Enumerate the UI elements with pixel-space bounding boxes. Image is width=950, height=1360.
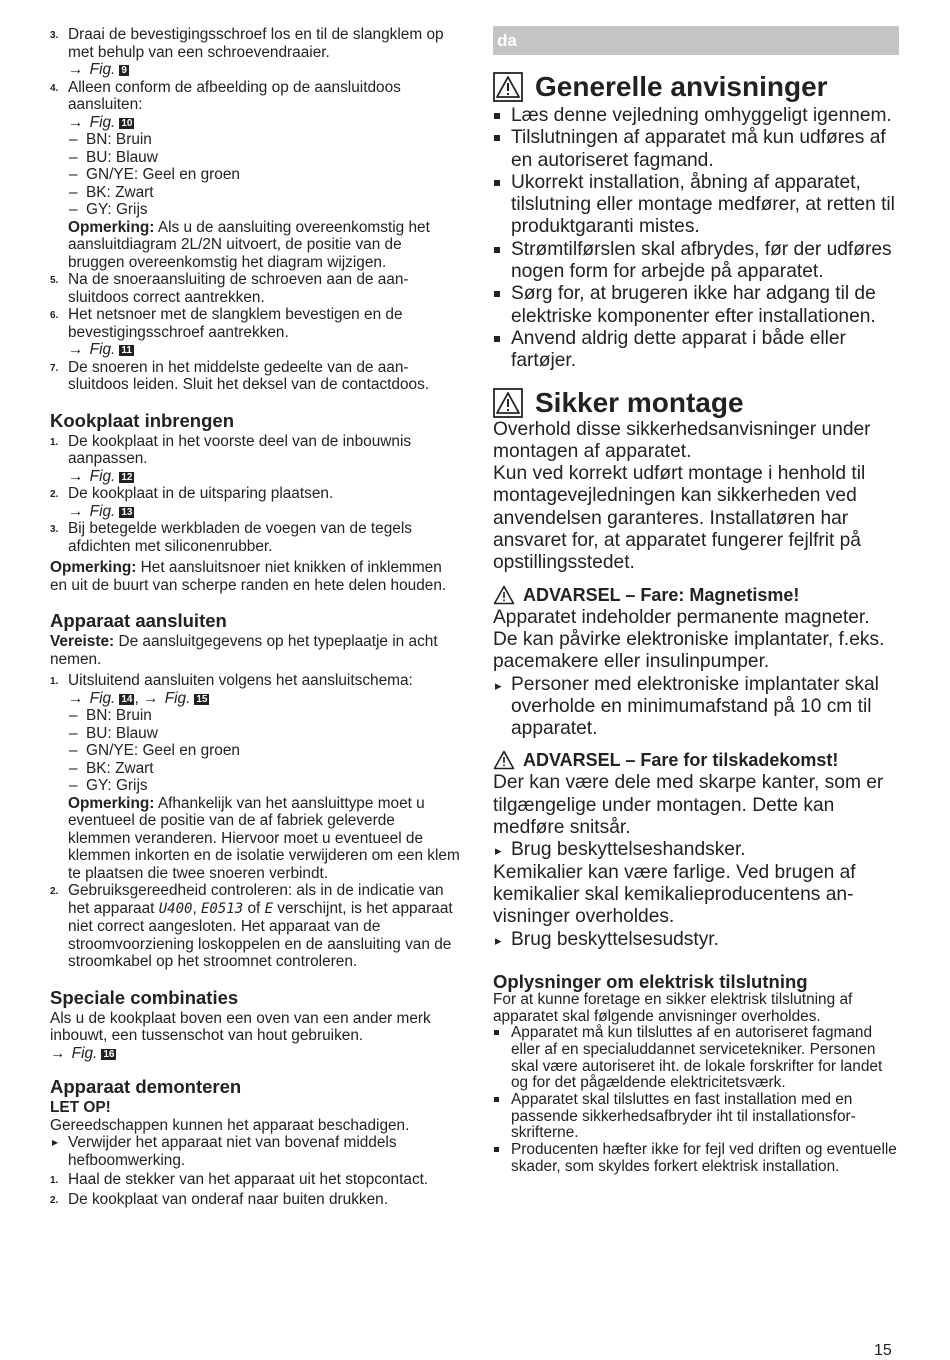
list-item: – BK: Zwart — [68, 184, 460, 202]
electrical-section — [493, 992, 899, 1176]
section-heading: Apparaat demonteren — [50, 1076, 242, 1097]
action-list — [50, 1134, 460, 1169]
figure-number-badge: 12 — [121, 471, 133, 483]
left-column — [50, 26, 460, 1208]
action-list — [493, 929, 899, 951]
section-heading: Kookplaat inbrengen — [50, 409, 234, 431]
figure-reference: → Fig. 10 — [68, 113, 133, 131]
step-item: 2. Gebruiksgereedheid controleren: als in de indicatie van het apparaat U400, E0513 of E verschijnt, is het apparaat niet correct aangesloten. Het apparaat van de stroomvoorziening loskoppelen en de aansluiting van de stroomkabel op het stroomnet controleren. — [50, 882, 453, 970]
general-notes-list — [493, 105, 899, 373]
right-column — [493, 26, 899, 1176]
step-item: 1. Haal de stekker van het apparaat uit het stopcontact. — [50, 1171, 429, 1188]
display-code: E — [264, 900, 273, 917]
section-heading: Apparaat aansluiten — [50, 610, 227, 631]
list-item: Sørg for, at brugeren ikke har adgang til de elektriske komponenter efter installationen. — [493, 283, 899, 328]
note: Opmerking: Afhankelijk van het aansluittype moet u eventueel de positie van de af fabriek geleverde klemmen veranderen. Hiervoor moet u eventueel de klemmen inkorten en de isolatie verwijderen om een klem te plaatsen die twee snoeren verbindt. — [68, 794, 460, 882]
section-heading: Oplysninger om elektrisk tilslutning — [493, 970, 808, 992]
paragraph: Gereedschappen kunnen het apparaat beschadigen. — [50, 1116, 410, 1134]
connection-steps — [50, 26, 460, 394]
note: Opmerking: Het aansluitsnoer niet knikken of inklemmen en uit de buurt van scherpe randen en hete delen houden. — [50, 559, 447, 594]
requirement: Vereiste: De aansluitgegevens op het typeplaatje in acht nemen. — [50, 633, 438, 668]
step-item: 7. De snoeren in het middelste gedeelte van de aansluitdoos leiden. Sluit het deksel van de contactdoos. — [50, 358, 430, 393]
step-item: 1. Uitsluitend aansluiten volgens het aansluitschema: → Fig. 14 , → Fig. 15 – BN: Bruin – BU: Blauw – GN/YE: Geel en groen – BK: Zwart – GY: Grijs Opmerking: Afhankelijk van het aansluittype moet u eventueel de positie van de af fabriek geleverde klemmen veranderen. Hiervoor moet u eventueel de klemmen inkorten en de isolatie verwijderen om een klem te plaatsen die twee snoeren verbindt. — [50, 672, 460, 882]
figure-number-badge: 11 — [121, 345, 132, 356]
list-item: – GN/YE: Geel en groen — [68, 742, 460, 760]
list-item: – BN: Bruin — [68, 131, 460, 149]
step-item: 6. Het netsnoer met de slangklem bevestigen en de bevestigingsschroef aantrekken. → Fig. 11 — [50, 306, 460, 359]
list-item: Strømtilførslen skal afbrydes, før der udføres nogen form for arbejde på apparatet. — [493, 239, 899, 284]
paragraph: For at kunne foretage en sikker elektrisk tilslutning af apparatet skal følgende anvisninger overholdes. — [493, 990, 853, 1025]
list-item: Anvend aldrig dette apparat i både eller fartøjer. — [493, 328, 899, 373]
step-item: 4. Alleen conform de afbeelding op de aansluitdoos aansluiten: → Fig. 10 – BN: Bruin – BU: Blauw – GN/YE: Geel en groen – BK: Zwart – GY: Grijs Opmerking: Als u de aansluiting overeenkomstig het aansluitdiagram 2L/2N uitvoert, de positie van de bruggen overeenkomstig het diagram wijzigen. — [50, 79, 460, 272]
warning-triangle-icon — [493, 585, 515, 605]
warning-triangle-icon — [493, 750, 515, 770]
figure-number-badge: 14 — [121, 693, 133, 705]
display-code: U400 — [158, 900, 193, 917]
connect-steps — [50, 672, 460, 971]
figure-number-badge: 9 — [121, 65, 127, 76]
caution-label: LET OP! — [50, 1099, 111, 1116]
figure-reference: → Fig. 12 — [68, 467, 133, 485]
figure-reference: → Fig. 11 — [68, 341, 132, 358]
step-item: 3. Draai de bevestigingsschroef los en til de slangklem op met behulp van een schroevendraaier. → Fig. 9 — [50, 26, 460, 79]
warning-icon — [493, 72, 523, 102]
action-list — [493, 839, 899, 861]
step-item: 2. De kookplaat in de uitsparing plaatsen. → Fig. 13 — [50, 485, 460, 520]
wire-color-list — [68, 131, 460, 219]
paragraph: Apparatet indeholder permanente magneter. De kan påvirke elektroniske implantater, f.eks. pacemakere eller insulinpumper. — [493, 606, 885, 673]
figure-reference: → Fig. 13 — [68, 502, 133, 520]
section-heading: Speciale combinaties — [50, 986, 239, 1008]
figure-reference: → Fig. 16 — [50, 1044, 115, 1062]
paragraph: Overhold disse sikkerhedsanvisninger under montagen af apparatet. — [493, 418, 871, 462]
list-item: Tilslutningen af apparatet må kun udføres af en autoriseret fagmand. — [493, 127, 899, 172]
figure-reference: → Fig. 9 — [68, 61, 127, 78]
wire-color-list — [68, 707, 460, 795]
paragraph: Der kan være dele med skarpe kanter, som er tilgængelige under montagen. Dette kan medføre snitsår. — [493, 772, 884, 839]
figure-reference: → Fig. 14 , → Fig. 15 — [68, 689, 208, 707]
list-item: – GN/YE: Geel en groen — [68, 166, 460, 184]
list-item: – BU: Blauw — [68, 725, 460, 743]
step-item: 2. De kookplaat van onderaf naar buiten drukken. — [50, 1190, 388, 1208]
list-item: ▸ Brug beskyttelseshandsker. — [493, 839, 899, 861]
warning-icon — [493, 388, 523, 418]
paragraph: Kemikalier kan være farlige. Ved brugen af kemikalier skal kemikalieproducentens anvisninger overholdes. — [493, 861, 856, 928]
section-heading: Sikker montage — [493, 387, 899, 419]
page-number: 15 — [874, 1342, 892, 1359]
paragraph: Als u de kookplaat boven een oven van een ander merk inbouwt, een tussenschot van hout gebruiken. → Fig. 16 — [50, 1010, 460, 1063]
list-item: ▸ Verwijder het apparaat niet van bovenaf middels hefboomwerking. — [50, 1134, 460, 1169]
note: Opmerking: Als u de aansluiting overeenkomstig het aansluitdiagram 2L/2N uitvoert, de positie van de bruggen overeenkomstig het diagram wijzigen. — [68, 218, 430, 271]
step-item: 1. De kookplaat in het voorste deel van de inbouwnis aanpassen. → Fig. 12 — [50, 433, 460, 486]
figure-number-badge: 16 — [103, 1048, 115, 1060]
list-item: – BU: Blauw — [68, 149, 460, 167]
section-heading: Generelle anvisninger — [493, 71, 899, 103]
display-code: E0513 — [201, 900, 244, 917]
list-item: Ukorrekt installation, åbning af apparatet, tilslutning eller montage medfører, at retten til produktgaranti mistes. — [493, 172, 899, 239]
list-item: Apparatet skal tilsluttes en fast installation med en passende sikkerhedsafbryder iht til installationsforskrifterne. — [493, 1092, 899, 1142]
action-list — [493, 674, 899, 741]
list-item: – GY: Grijs — [68, 201, 460, 219]
list-item: ▸ Brug beskyttelsesudstyr. — [493, 929, 899, 951]
list-item: – GY: Grijs — [68, 777, 460, 795]
list-item: Producenten hæfter ikke for fejl ved driften og eventuelle skader, som skyldes forkert elektrisk installation. — [493, 1142, 899, 1175]
list-item: – BK: Zwart — [68, 760, 460, 778]
list-item: Apparatet må kun tilsluttes af en autoriseret fagmand eller af en specialuddannet servicetekniker. Personen skal være autoriseret iht. de lokale forskrifter for landet og for det pågældende elektricitetsværk. — [493, 1025, 899, 1092]
safe-install-body — [493, 419, 899, 951]
warning-heading: ADVARSEL – Fare: Magnetisme! — [493, 583, 899, 607]
figure-number-badge: 10 — [121, 117, 133, 129]
warning-heading: ADVARSEL – Fare for tilskadekomst! — [493, 748, 899, 772]
figure-number-badge: 15 — [196, 693, 208, 705]
paragraph: Kun ved korrekt udført montage i henhold til montagevejledningen kan sikkerheden ved anvendelsen garanteres. Installatøren har ansvaret for, at apparatet fungerer fejlfrit på opstillingsstedet. — [493, 463, 866, 574]
step-item: 5. Na de snoeraansluiting de schroeven aan de aansluitdoos correct aantrekken. — [50, 271, 409, 306]
list-item: Læs denne vejledning omhyggeligt igennem. — [493, 105, 899, 127]
list-item: – BN: Bruin — [68, 707, 460, 725]
electrical-notes-list — [493, 1025, 899, 1175]
figure-number-badge: 13 — [121, 506, 133, 518]
language-bar: da — [493, 26, 899, 55]
remove-steps — [50, 1171, 460, 1208]
step-item: 3. Bij betegelde werkbladen de voegen van de tegels afdichten met siliconenrubber. — [50, 520, 412, 555]
install-steps — [50, 433, 460, 556]
list-item: ▸ Personer med elektroniske implantater skal overholde en minimumafstand på 10 cm til apparatet. — [493, 674, 899, 741]
